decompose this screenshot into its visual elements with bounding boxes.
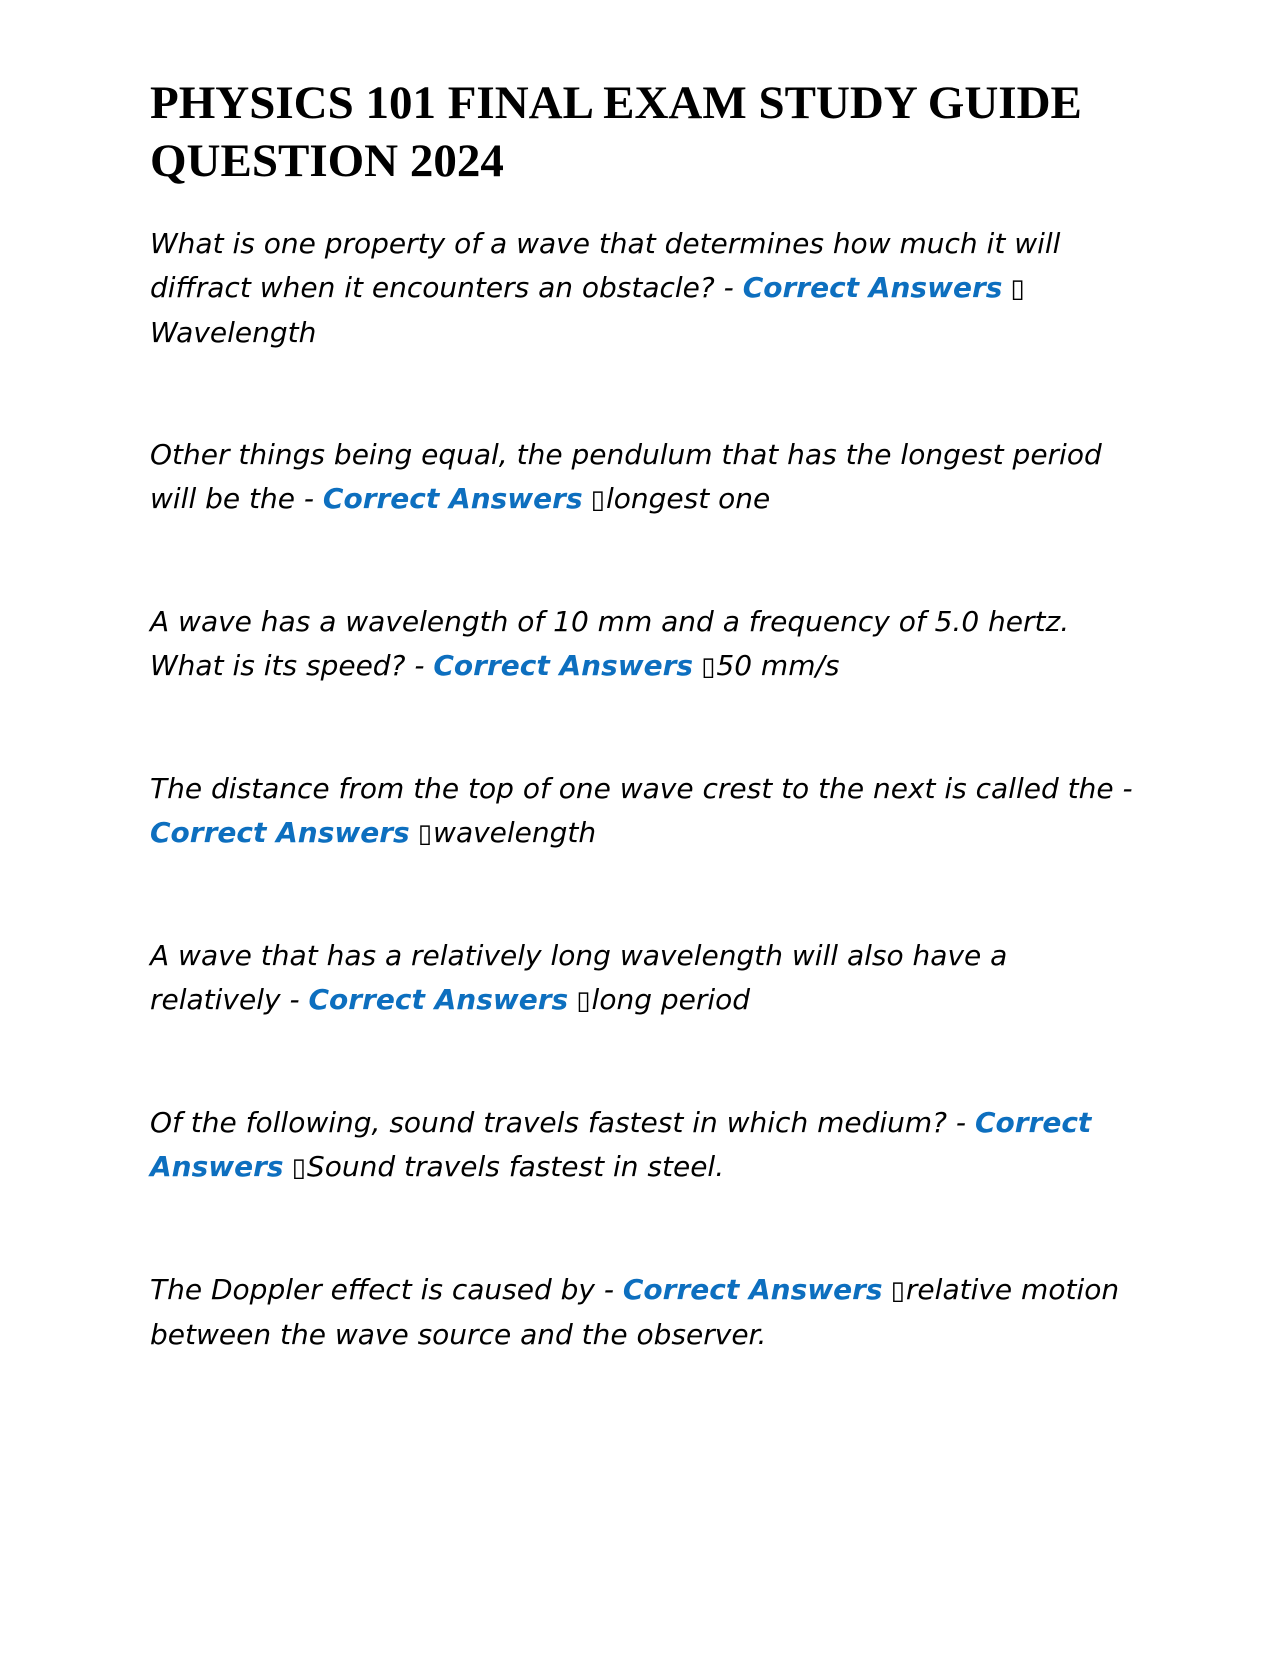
qa-item: [150, 433, 1140, 522]
answer-text: Sound travels fastest in steel.: [306, 1150, 725, 1183]
separator: -: [714, 271, 743, 304]
qa-item: [150, 222, 1140, 355]
separator: -: [947, 1106, 975, 1139]
answer-text: longest one: [605, 482, 771, 515]
question-text: The Doppler effect is caused by: [150, 1273, 595, 1306]
answer-text: long period: [591, 983, 751, 1016]
qa-item: [150, 934, 1140, 1023]
answer-text: 50 mm/s: [716, 649, 840, 682]
answer-text: relative motion between the wave source and the observer.: [150, 1273, 1120, 1351]
document-content: [150, 74, 1140, 1435]
answer-text: Wavelength: [150, 316, 317, 349]
answer-marker-icon: ▯: [291, 1153, 306, 1183]
qa-item: [150, 1268, 1140, 1357]
question-text: Of the following, sound travels fastest in which medium?: [150, 1106, 948, 1139]
separator: -: [1113, 772, 1133, 805]
question-text: A wave that has a relatively long wavelength will also have a relatively: [150, 939, 1008, 1016]
answer-marker-icon: ▯: [701, 652, 716, 682]
correct-answers-label: Correct Answers: [308, 983, 569, 1016]
answer-marker-icon: ▯: [890, 1276, 905, 1306]
question-text: The distance from the top of one wave crest to the next is called the: [150, 772, 1114, 805]
separator: -: [295, 482, 323, 515]
qa-item: [150, 767, 1140, 856]
qa-item: [150, 600, 1140, 689]
correct-answers-label: Correct Answers: [433, 649, 694, 682]
correct-answers-label: Correct Answers: [742, 271, 1003, 304]
answer-text: wavelength: [433, 816, 597, 849]
question-text: What is one property of a wave that determines how much it will diffract when it encounters an obstacle?: [150, 227, 1061, 304]
qa-item: [150, 1101, 1140, 1190]
page-title: PHYSICS 101 FINAL EXAM STUDY GUIDE QUESTION 2024: [150, 77, 1082, 187]
correct-answers-label: Correct Answers: [322, 482, 583, 515]
answer-marker-icon: ▯: [590, 485, 605, 515]
correct-answers-label: Correct Answers: [622, 1273, 883, 1306]
separator: -: [405, 649, 434, 682]
correct-answers-label: Correct Answers: [150, 816, 410, 849]
question-text: Other things being equal, the pendulum that has the longest period will be the: [150, 438, 1102, 515]
separator: -: [280, 983, 309, 1016]
separator: -: [594, 1273, 623, 1306]
answer-marker-icon: ▯: [576, 986, 591, 1016]
answer-marker-icon: ▯: [1010, 274, 1025, 304]
question-text: A wave has a wavelength of 10 mm and a frequency of 5.0 hertz. What is its speed?: [150, 605, 1070, 682]
correct-answers-label: Correct Answers: [150, 1106, 1092, 1183]
answer-marker-icon: ▯: [417, 819, 433, 849]
